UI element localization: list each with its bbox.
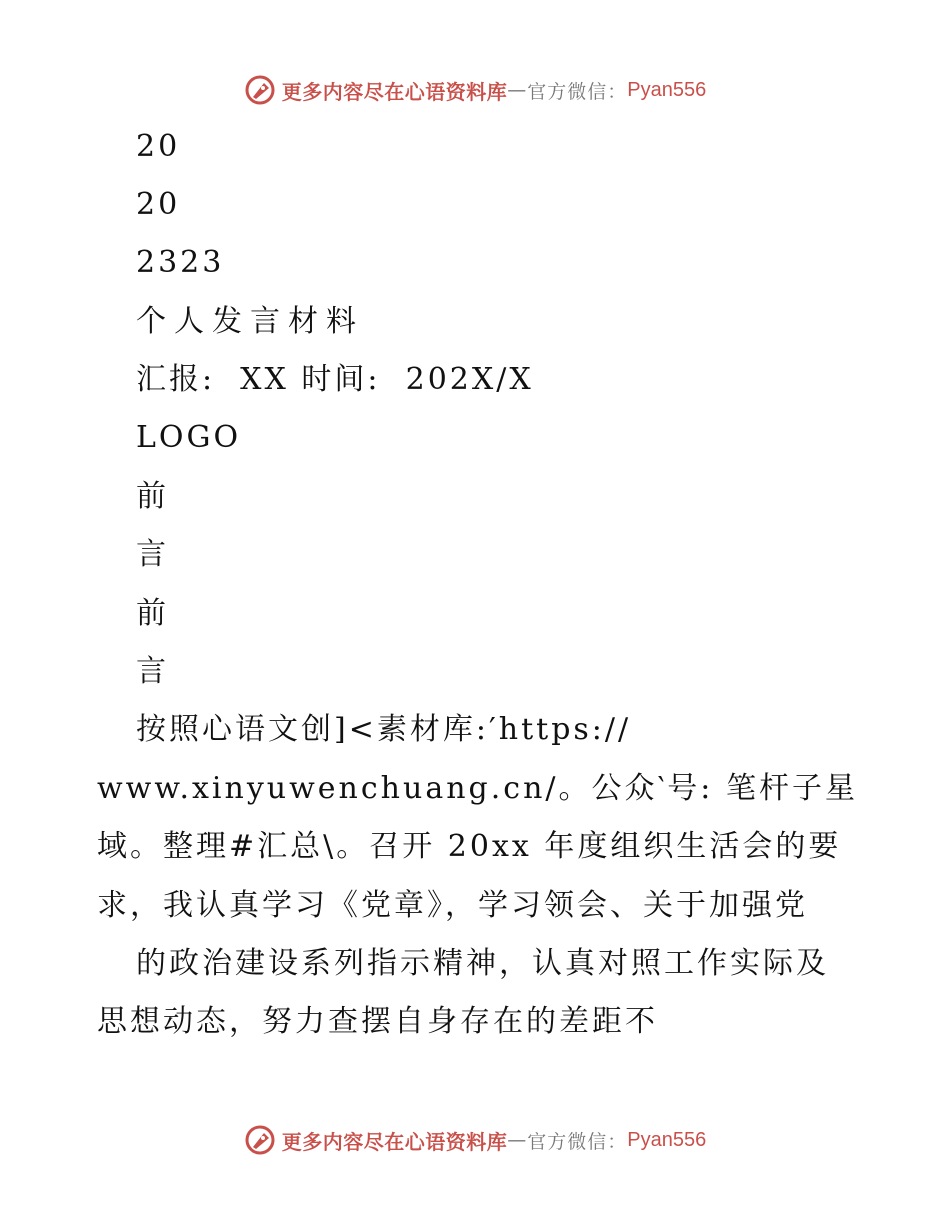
footer-watermark xyxy=(0,1120,950,1160)
body-line: 言 xyxy=(136,654,169,689)
report-time-line: 汇报: XX 时间: 202X/X xyxy=(136,362,534,397)
watermark-official-label: 官方微信： xyxy=(527,80,628,103)
fountain-pen-nib-icon xyxy=(244,1124,276,1156)
header-watermark xyxy=(0,70,950,110)
paragraph-line: 求，我认真学习《党章》，学习领会、关于加强党 xyxy=(97,888,808,923)
body-line: 言 xyxy=(136,537,169,572)
paragraph-line: 的政治建设系列指示精神，认真对照工作实际及 xyxy=(136,946,829,981)
paragraph-line: 域。整理#汇总\。召开 20xx 年度组织生活会的要 xyxy=(97,829,842,864)
paragraph-line: 思想动态，努力查摆自身存在的差距不 xyxy=(97,1004,658,1039)
fountain-pen-nib-icon xyxy=(244,74,276,106)
document-title: 个人发言材料 xyxy=(136,304,364,339)
body-line: 20 xyxy=(136,129,181,164)
watermark-wechat-id: Pyan556 xyxy=(627,78,707,101)
paragraph-line: 按照心语文创]<素材库:′https:// xyxy=(136,712,632,747)
watermark-text: 更多内容尽在心语资料库 xyxy=(281,79,508,104)
watermark-dash: — xyxy=(507,79,528,101)
body-line: 前 xyxy=(136,596,169,631)
paragraph-line: www.xinyuwenchuang.cn/。公众‵号: 笔杆子星 xyxy=(97,771,858,806)
logo-text: LOGO xyxy=(136,420,242,455)
watermark-dash: — xyxy=(507,1129,528,1151)
body-line: 2323 xyxy=(136,245,225,280)
watermark-text: 更多内容尽在心语资料库 xyxy=(281,1129,508,1154)
body-line: 20 xyxy=(136,187,181,222)
body-line: 前 xyxy=(136,479,169,514)
watermark-wechat-id: Pyan556 xyxy=(627,1128,707,1151)
watermark-official-label: 官方微信： xyxy=(527,1130,628,1153)
